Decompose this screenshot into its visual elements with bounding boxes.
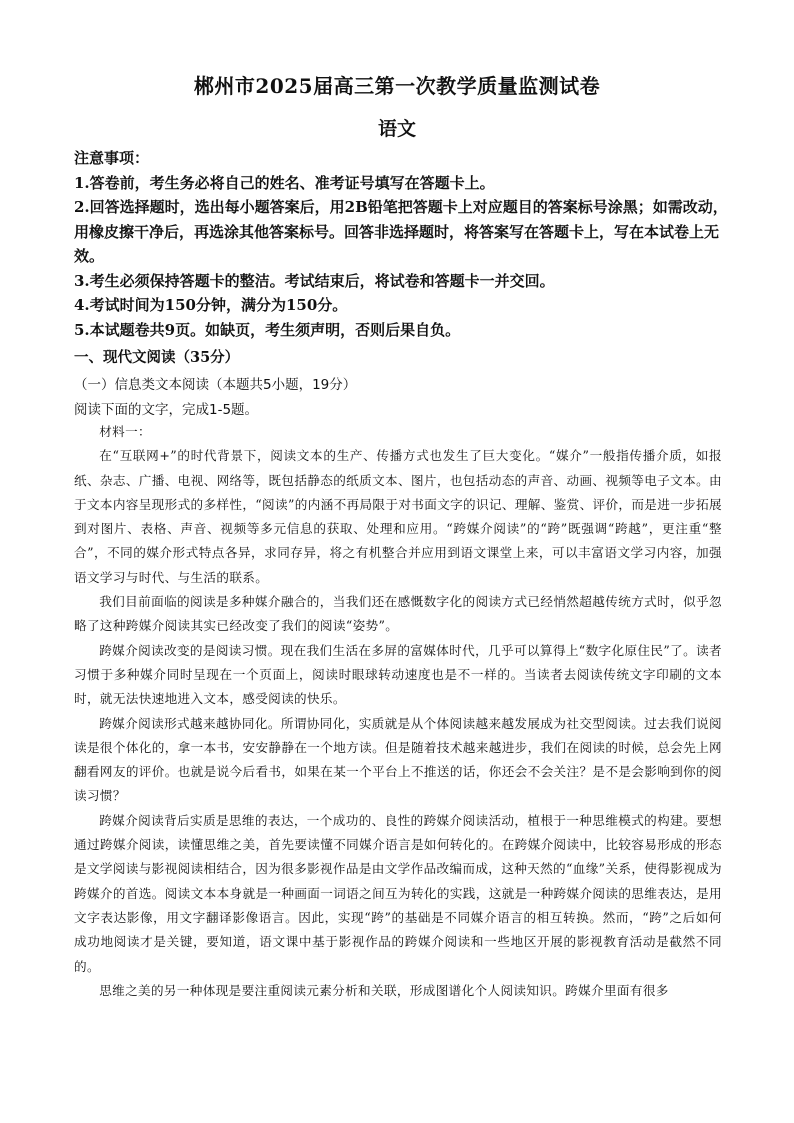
note-item: 4.考试时间为150分钟，满分为150分。 [74,296,348,314]
section-heading: 一、现代文阅读（35分） [74,349,240,366]
note-item: 3.考生必须保持答题卡的整洁。考试结束后，将试卷和答题卡一并交回。 [74,271,555,290]
exam-title: 郴州市2025届高三第一次教学质量监测试卷 [193,74,601,98]
material-label: 材料一： [99,424,151,439]
reading-instruction: 阅读下面的文字，完成1-5题。 [74,402,259,418]
note-item: 1.答卷前，考生务必将自己的姓名、准考证号填写在答题卡上。 [74,173,495,192]
article-paragraph: 我们目前面临的阅读是多种媒介融合的，当我们还在感慨数字化的阅读方式已经悄然超越传统方式时，似乎忽略了这种跨媒介阅读其实已经改变了我们的阅读“姿势”。 [74,594,722,634]
subject-title: 语文 [377,118,416,140]
note-item: 5.本试题卷共9页。如缺页，考生须声明，否则后果自负。 [74,320,461,339]
note-item: 2.回答选择题时，选出每小题答案后，用2B铅笔把答题卡上对应题目的答案标号涂黑；如需改动，用橡皮擦干净后，再选涂其他答案标号。回答非选择题时，将答案写在答题卡上，写在本试卷上无效。 [74,198,728,265]
notes-heading: 注意事项： [74,149,150,167]
article-paragraph: 在“互联网+”的时代背景下，阅读文本的生产、传播方式也发生了巨大变化。“媒介”一般指传播介质，如报纸、杂志、广播、电视、网络等，既包括静态的纸质文本、图片，也包括动态的声音、动画、视频等电子文本。由于文本内容呈现形式的多样性，“阅读”的内涵不再局限于对书面文字的识记、理解、鉴赏、评价，而是进一步拓展到对图片、表格、声音、视频等多元信息的获取、处理和应用。“跨媒介阅读”的“跨”既强调“跨越”，更注重“整合”，不同的媒介形式特点各异，求同存异，将之有机整合并应用到语文课堂上来，可以丰富语文学习内容，加强语文学习与时代、与生活的联系。 [74,448,722,585]
article-paragraph: 跨媒介阅读形式越来越协同化。所谓协同化，实质就是从个体阅读越来越发展成为社交型阅读。过去我们说阅读是很个体化的，拿一本书，安安静静在一个地方读。但是随着技术越来越进步，我们在阅读的时候，总会先上网翻看网友的评价。也就是说今后看书，如果在某一个平台上不推送的话，你还会不会关注？是不是会影响到你的阅读习惯？ [74,715,722,804]
article-paragraph: 思维之美的另一种体现是要注重阅读元素分析和关联，形成图谱化个人阅读知识。跨媒介里面有很多 [99,982,669,998]
reading-material [74,420,722,1003]
article-paragraph: 跨媒介阅读背后实质是思维的表达，一个成功的、良性的跨媒介阅读活动，植根于一种思维模式的构建。要想通过跨媒介阅读，读懂思维之美，首先要读懂不同媒介语言是如何转化的。在跨媒介阅读中，比较容易形成的形态是文学阅读与影视阅读相结合，因为很多影视作品是由文学作品改编而成，这种天然的“血缘”关系，使得影视成为跨媒介的首选。阅读文本本身就是一种画面一词语之间互为转化的实践，这就是一种跨媒介阅读的思维表达，是用文字表达影像，用文字翻译影像语言。因此，实现“跨”的基础是不同媒介语言的相互转换。然而，“跨”之后如何成功地阅读才是关键，要知道，语文课中基于影视作品的跨媒介阅读和一些地区开展的影视教育活动是截然不同的。 [74,812,722,974]
article-paragraph: 跨媒介阅读改变的是阅读习惯。现在我们生活在多屏的富媒体时代，几乎可以算得上“数字化原住民”了。读者习惯于多种媒介同时呈现在一个页面上，阅读时眼球转动速度也是不一样的。当读者去阅读传统文字印刷的文本时，就无法快速地进入文本，感受阅读的快乐。 [74,642,722,707]
notes-block [74,146,734,342]
subsection-heading: （一）信息类文本阅读（本题共5小题，19分） [74,377,357,393]
